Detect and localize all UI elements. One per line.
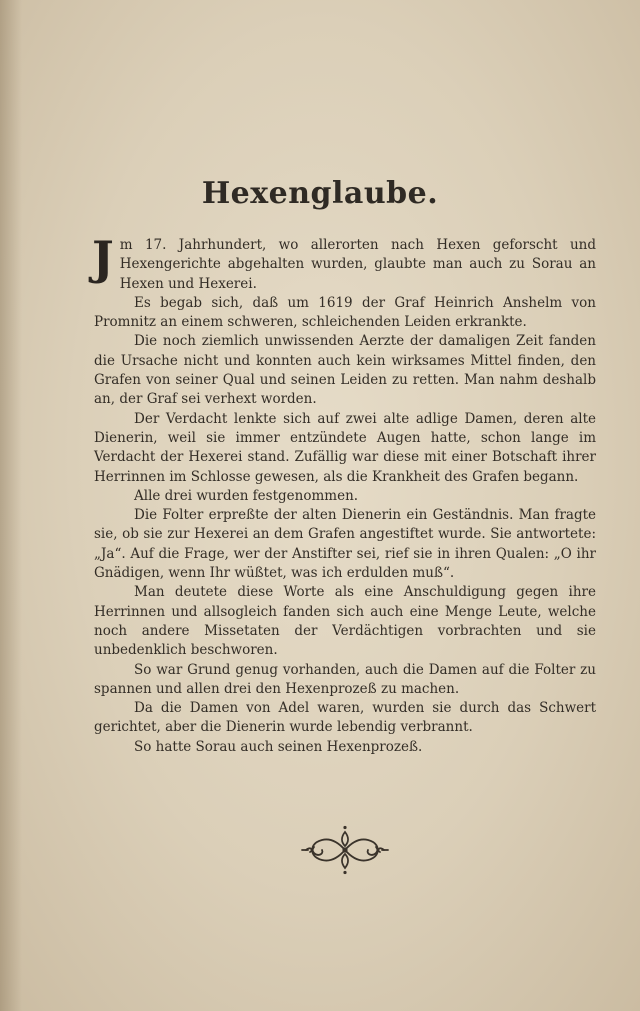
paragraph-8: So war Grund genug vorhanden, auch die Damen auf die Folter zu spannen und allen drei den Hexenprozeß zu machen. bbox=[94, 661, 596, 697]
floral-ornament-icon bbox=[300, 824, 390, 876]
paragraph-5: Alle drei wurden festgenommen. bbox=[134, 487, 359, 504]
body-text bbox=[92, 231, 596, 757]
paragraph-6: Die Folter erpreßte der alten Dienerin ein Geständnis. Man fragte sie, ob sie zur Hexerei an dem Grafen angestiftet wurde. Sie antwortete: „Ja“. Auf die Frage, wer der Anstifter sei, rief sie in ihren Qualen: „O ihr Gnädigen, wenn Ihr wüßtet, was ich erdulden muß“. bbox=[94, 507, 596, 582]
paragraph-1-text: m 17. Jahrhundert, wo allerorten nach Hexen geforscht und Hexengerichte abgehalten wurden, glaubte man auch zu Sorau an Hexen und Hexerei. bbox=[119, 237, 596, 292]
paragraph-1 bbox=[92, 231, 596, 294]
page-edge-shadow bbox=[0, 0, 22, 1011]
paragraph-3: Die noch ziemlich unwissenden Aerzte der damaligen Zeit fanden die Ursache nicht und konnten auch kein wirksames Mittel finden, den Grafen von seiner Qual und seinen Leiden zu retten. Man nahm deshalb an, der Graf sei verhext worden. bbox=[94, 333, 596, 408]
drop-cap: J bbox=[92, 231, 114, 285]
paragraph-7: Man deutete diese Worte als eine Anschuldigung gegen ihre Herrinnen und allsogleich fanden sich auch eine Menge Leute, welche noch andere Missetaten der Verdächtigen vorbrachten und sie unbedenklich beschworen. bbox=[94, 584, 596, 659]
paragraph-2: Es begab sich, daß um 1619 der Graf Heinrich Anshelm von Promnitz an einem schweren, schleichenden Leiden erkrankte. bbox=[94, 294, 596, 331]
paragraph-9: Da die Damen von Adel waren, wurden sie durch das Schwert gerichtet, aber die Dienerin wurde lebendig verbrannt. bbox=[94, 700, 596, 736]
paragraph-10: So hatte Sorau auch seinen Hexenprozeß. bbox=[134, 738, 423, 755]
paragraph-4: Der Verdacht lenkte sich auf zwei alte adlige Damen, deren alte Dienerin, weil sie immer entzündete Augen hatte, schon lange im Verdacht der Hexerei stand. Zufällig war diese mit einer Botschaft ihrer Herrinnen im Schlosse gewesen, als die Krankheit des Grafen begann. bbox=[94, 410, 596, 485]
page-title: Hexenglaube. bbox=[201, 176, 439, 211]
